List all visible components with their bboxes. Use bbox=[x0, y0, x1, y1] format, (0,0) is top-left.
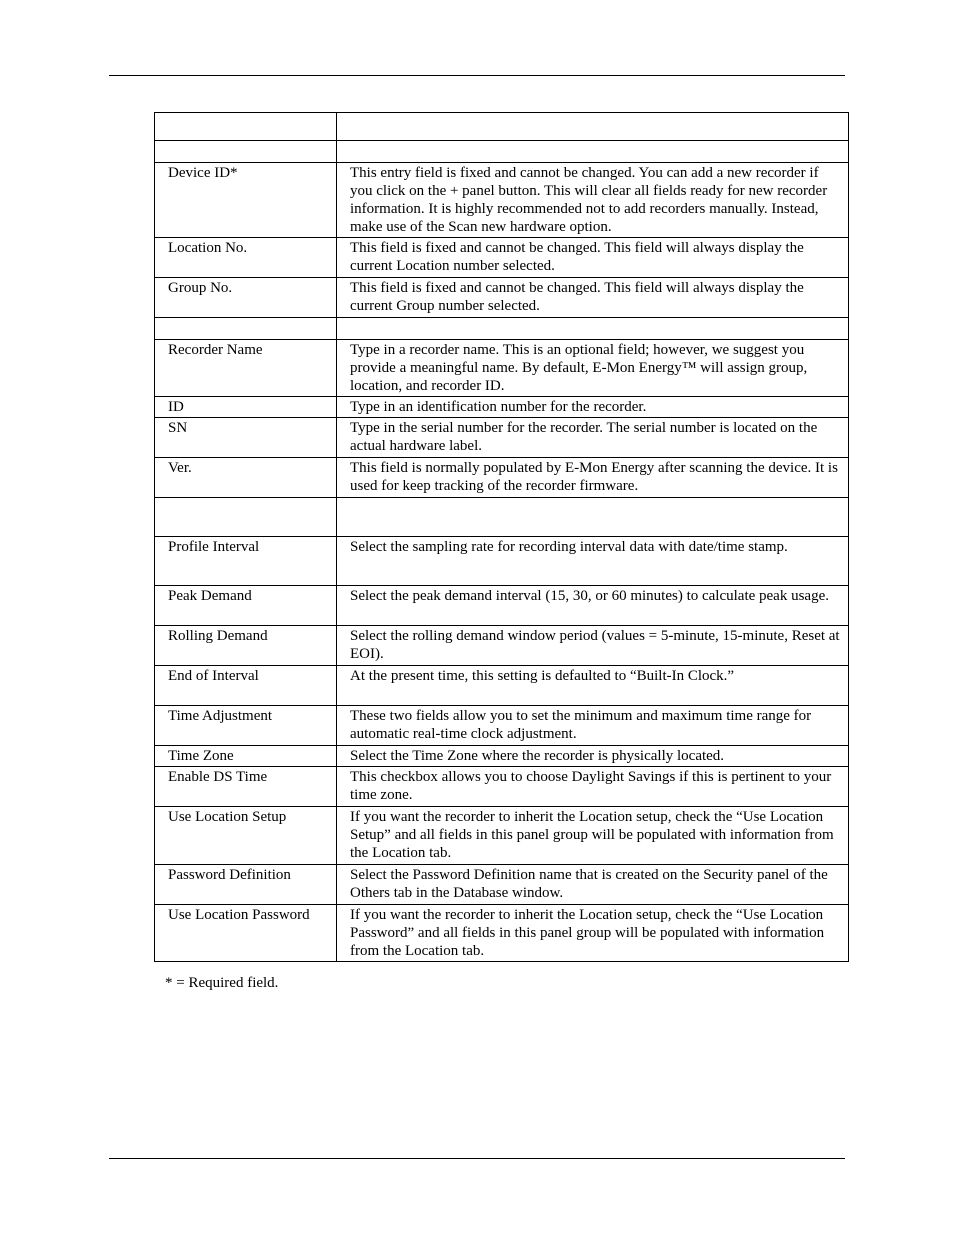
field-description-cell: Select the Time Zone where the recorder is physically located. bbox=[337, 746, 849, 767]
field-description-cell: Type in an identification number for the recorder. bbox=[337, 397, 849, 418]
table-row bbox=[155, 865, 849, 905]
table-row bbox=[155, 418, 849, 458]
field-name-cell: Password Definition bbox=[155, 865, 337, 905]
field-description-cell: Type in the serial number for the recorder. The serial number is located on the actual hardware label. bbox=[337, 418, 849, 458]
table-row bbox=[155, 905, 849, 962]
table-row bbox=[155, 706, 849, 746]
field-name-cell: Rolling Demand bbox=[155, 626, 337, 666]
field-name-cell: End of Interval bbox=[155, 666, 337, 706]
field-name-cell: Enable DS Time bbox=[155, 767, 337, 807]
field-name-cell: Ver. bbox=[155, 458, 337, 498]
field-name-cell: Group No. bbox=[155, 278, 337, 318]
field-name-cell bbox=[155, 318, 337, 340]
field-description-cell: At the present time, this setting is defaulted to “Built-In Clock.” bbox=[337, 666, 849, 706]
field-description-cell bbox=[337, 141, 849, 163]
field-name-cell: Device ID* bbox=[155, 163, 337, 238]
table-row bbox=[155, 238, 849, 278]
table-row bbox=[155, 458, 849, 498]
field-description-cell bbox=[337, 113, 849, 141]
table-row bbox=[155, 586, 849, 626]
footer-rule bbox=[109, 1158, 845, 1159]
table-row bbox=[155, 318, 849, 340]
field-description-cell: Select the rolling demand window period (values = 5-minute, 15-minute, Reset at EOI). bbox=[337, 626, 849, 666]
header-rule bbox=[109, 75, 845, 76]
required-field-footnote: * = Required field. bbox=[165, 975, 279, 991]
field-name-cell: ID bbox=[155, 397, 337, 418]
field-description-table bbox=[154, 112, 849, 962]
table-row bbox=[155, 626, 849, 666]
field-name-cell: Time Zone bbox=[155, 746, 337, 767]
field-description-cell: Select the sampling rate for recording interval data with date/time stamp. bbox=[337, 537, 849, 586]
field-name-cell bbox=[155, 141, 337, 163]
table-row bbox=[155, 141, 849, 163]
table-row bbox=[155, 340, 849, 397]
field-name-cell: Time Adjustment bbox=[155, 706, 337, 746]
table-row bbox=[155, 498, 849, 537]
table-row bbox=[155, 163, 849, 238]
field-description-cell: This entry field is fixed and cannot be changed. You can add a new recorder if you click on the + panel button. This will clear all fields ready for new recorder information. It is highly recommended not to add recorders manually. Instead, make use of the Scan new hardware option. bbox=[337, 163, 849, 238]
field-description-cell: This field is fixed and cannot be changed. This field will always display the current Group number selected. bbox=[337, 278, 849, 318]
field-description-cell: This checkbox allows you to choose Daylight Savings if this is pertinent to your time zone. bbox=[337, 767, 849, 807]
field-name-cell bbox=[155, 498, 337, 537]
field-name-cell: SN bbox=[155, 418, 337, 458]
field-description-cell: Type in a recorder name. This is an optional field; however, we suggest you provide a meaningful name. By default, E-Mon Energy™ will assign group, location, and recorder ID. bbox=[337, 340, 849, 397]
table-row bbox=[155, 113, 849, 141]
field-description-cell: This field is fixed and cannot be changed. This field will always display the current Location number selected. bbox=[337, 238, 849, 278]
field-description-cell: Select the peak demand interval (15, 30, or 60 minutes) to calculate peak usage. bbox=[337, 586, 849, 626]
field-description-cell bbox=[337, 498, 849, 537]
field-description-cell: If you want the recorder to inherit the Location setup, check the “Use Location Password” and all fields in this panel group will be populated with information from the Location tab. bbox=[337, 905, 849, 962]
field-name-cell: Use Location Setup bbox=[155, 807, 337, 865]
table-row bbox=[155, 746, 849, 767]
field-name-cell: Recorder Name bbox=[155, 340, 337, 397]
table-row bbox=[155, 537, 849, 586]
table-row bbox=[155, 807, 849, 865]
table-row bbox=[155, 397, 849, 418]
field-description-cell: If you want the recorder to inherit the Location setup, check the “Use Location Setup” and all fields in this panel group will be populated with information from the Location tab. bbox=[337, 807, 849, 865]
field-description-cell: These two fields allow you to set the minimum and maximum time range for automatic real-time clock adjustment. bbox=[337, 706, 849, 746]
field-name-cell bbox=[155, 113, 337, 141]
field-name-cell: Peak Demand bbox=[155, 586, 337, 626]
field-name-cell: Use Location Password bbox=[155, 905, 337, 962]
field-name-cell: Profile Interval bbox=[155, 537, 337, 586]
table-row bbox=[155, 278, 849, 318]
field-name-cell: Location No. bbox=[155, 238, 337, 278]
field-description-cell: This field is normally populated by E-Mon Energy after scanning the device. It is used for keep tracking of the recorder firmware. bbox=[337, 458, 849, 498]
table-row bbox=[155, 767, 849, 807]
table-row bbox=[155, 666, 849, 706]
field-description-cell: Select the Password Definition name that is created on the Security panel of the Others tab in the Database window. bbox=[337, 865, 849, 905]
field-description-cell bbox=[337, 318, 849, 340]
